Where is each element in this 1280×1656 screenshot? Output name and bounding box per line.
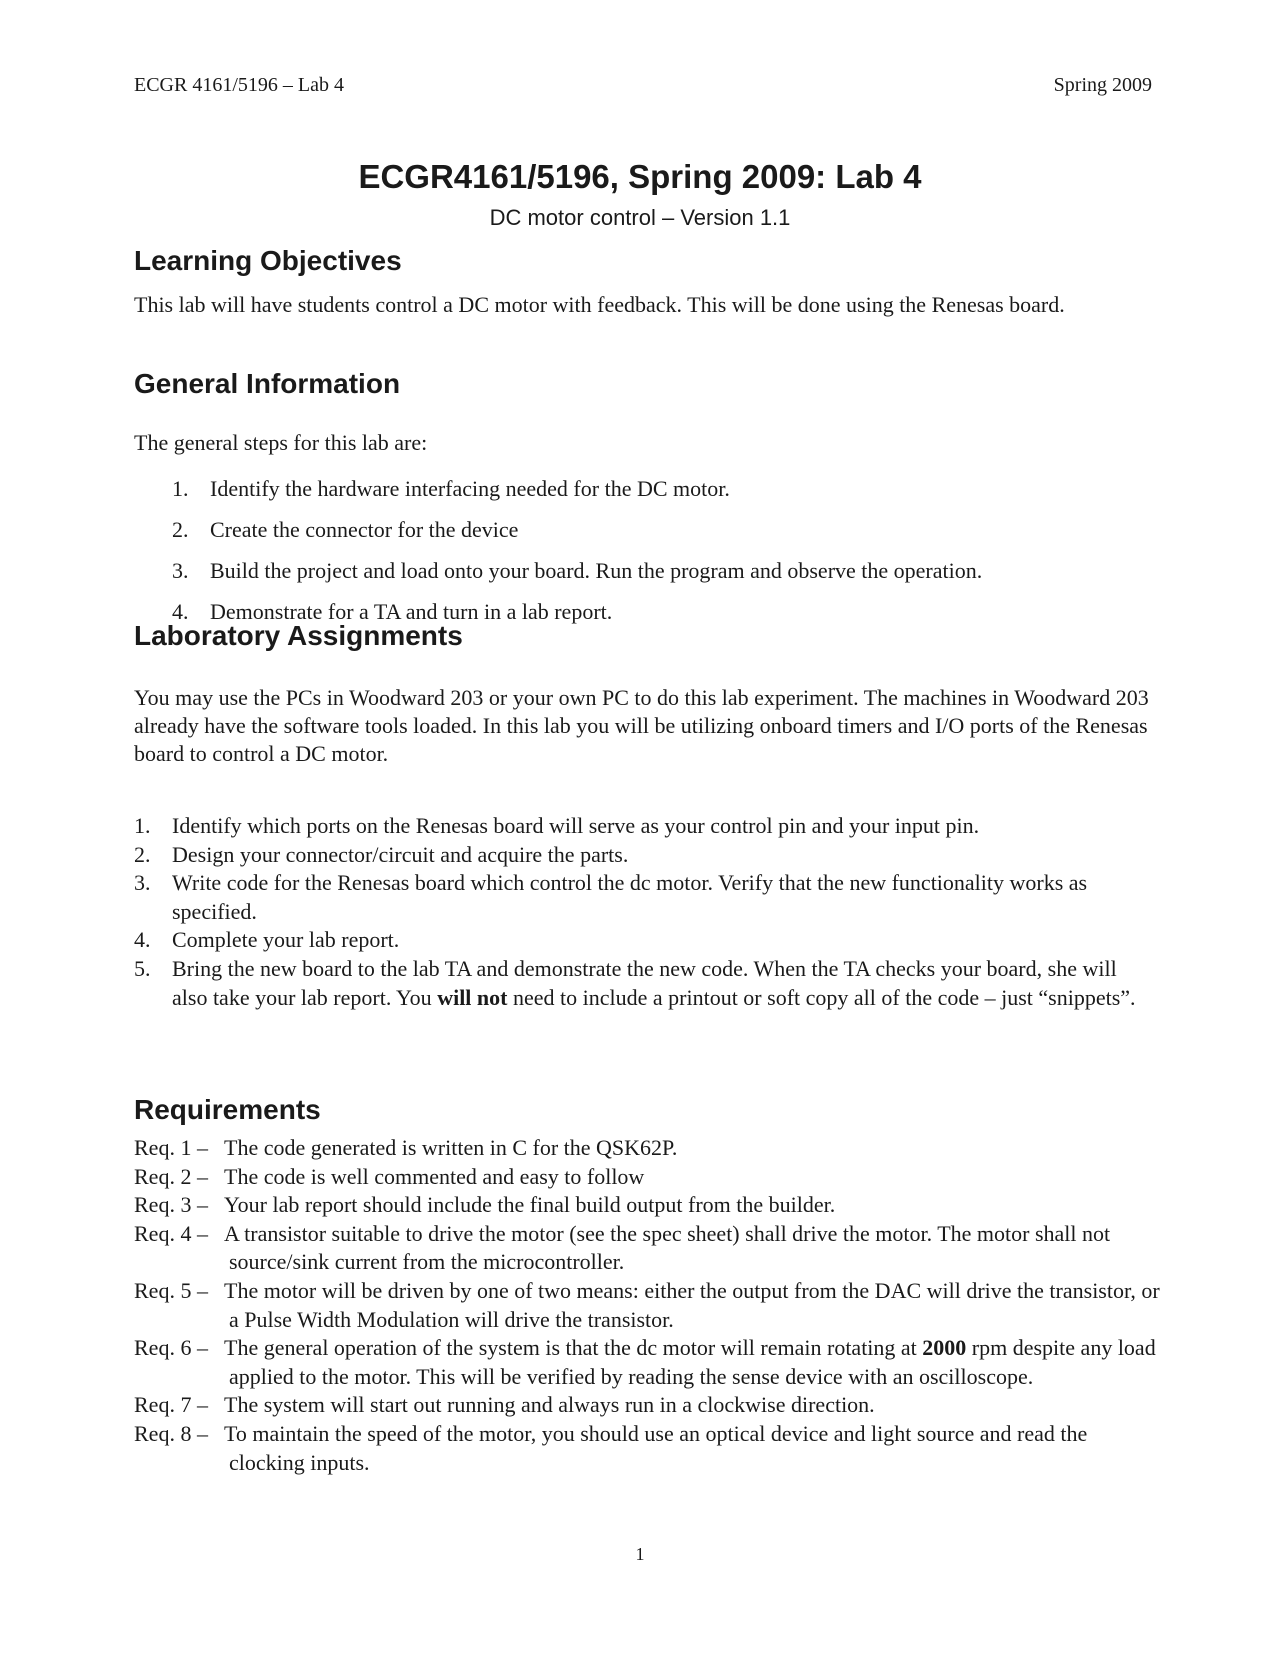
list-item: [134, 869, 1154, 926]
req-text: To maintain the speed of the motor, you should use an optical device and light source and read the clocking inputs.: [224, 1420, 1088, 1475]
req-text: The code is well commented and easy to follow: [224, 1163, 645, 1189]
list-item: [134, 1334, 1164, 1391]
assignment-tasks-list: [134, 812, 1154, 1012]
list-item: [134, 926, 1154, 955]
list-item: [134, 1163, 1164, 1192]
task-number: 3.: [134, 870, 151, 896]
general-steps-list: [134, 475, 1154, 639]
req-label: Req. 2 –: [134, 1163, 208, 1189]
step-text: Identify the hardware interfacing needed for the DC motor.: [210, 476, 730, 501]
task-number: 2.: [134, 841, 151, 867]
req-text: The system will start out running and always run in a clockwise direction.: [224, 1392, 875, 1418]
header-semester: Spring 2009: [1053, 74, 1152, 96]
task-text: [172, 956, 1136, 1010]
req-label: Req. 6 –: [134, 1335, 208, 1361]
task-text-bold: will not: [437, 984, 508, 1010]
step-text: Build the project and load onto your board. Run the program and observe the operation.: [210, 558, 983, 583]
req-text-bold: 2000: [922, 1335, 967, 1361]
list-item: [134, 1134, 1164, 1163]
list-item: [134, 1420, 1164, 1477]
list-item: [134, 812, 1154, 841]
list-item: [134, 516, 1154, 557]
req-text: The motor will be driven by one of two means: either the output from the DAC will drive the transistor, or a Pulse Width Modulation will drive the transistor.: [224, 1277, 1160, 1332]
list-item: [134, 1277, 1164, 1334]
req-label: Req. 1 –: [134, 1135, 208, 1160]
req-text: The code generated is written in C for the QSK62P.: [224, 1135, 678, 1160]
task-text: Identify which ports on the Renesas board will serve as your control pin and your input pin.: [172, 813, 980, 838]
step-number: 2.: [172, 517, 189, 542]
req-label: Req. 8 –: [134, 1420, 208, 1446]
req-label: Req. 4 –: [134, 1220, 208, 1246]
task-text-post: need to include a printout or soft copy all of the code – just “snippets”.: [507, 984, 1136, 1010]
list-item: [134, 841, 1154, 870]
req-label: Req. 7 –: [134, 1392, 208, 1418]
task-text: Write code for the Renesas board which control the dc motor. Verify that the new functionality works as specified.: [172, 870, 1088, 924]
req-text: Your lab report should include the final build output from the builder.: [224, 1192, 836, 1218]
task-number: 4.: [134, 927, 151, 953]
req-text-post: rpm despite any load applied to the motor. This will be verified by reading the sense device with an oscilloscope.: [229, 1335, 1156, 1389]
laboratory-assignments-heading: Laboratory Assignments: [134, 620, 463, 651]
list-item: [134, 1391, 1164, 1420]
task-text: Complete your lab report.: [172, 927, 400, 953]
step-text: Create the connector for the device: [210, 517, 519, 542]
list-item: [134, 557, 1154, 598]
learning-objectives-text: This lab will have students control a DC motor with feedback. This will be done using the Renesas board.: [134, 292, 1065, 317]
page-number: 1: [635, 1544, 645, 1564]
list-item: [134, 475, 1154, 516]
task-number: 5.: [134, 955, 151, 981]
list-item: [134, 955, 1154, 1012]
requirements-list: [134, 1134, 1164, 1477]
req-text: [224, 1334, 1164, 1391]
task-text: Design your connector/circuit and acquire the parts.: [172, 841, 629, 867]
step-number: 1.: [172, 476, 189, 501]
req-label: Req. 5 –: [134, 1277, 208, 1303]
learning-objectives-heading: Learning Objectives: [134, 245, 402, 276]
task-number: 1.: [134, 813, 151, 838]
page-title: ECGR4161/5196, Spring 2009: Lab 4: [358, 158, 922, 195]
task-text-pre: Bring the new board to the lab TA and demonstrate the new code. When the TA checks your board, she will also take your lab report. You: [172, 955, 1117, 1010]
requirements-heading: Requirements: [134, 1094, 321, 1125]
laboratory-assignments-intro: You may use the PCs in Woodward 203 or your own PC to do this lab experiment. The machines in Woodward 203 already have the software tools loaded. In this lab you will be utilizing onboard timers and I/O ports of the Renesas board to control a DC motor.: [134, 685, 1149, 766]
page-subtitle: DC motor control – Version 1.1: [489, 205, 791, 230]
step-number: 3.: [172, 558, 189, 583]
list-item: [134, 1220, 1164, 1277]
header-course: ECGR 4161/5196 – Lab 4: [134, 74, 344, 96]
list-item: [134, 1191, 1164, 1220]
req-text-pre: The general operation of the system is that the dc motor will remain rotating at: [224, 1335, 923, 1361]
step-number: 4.: [172, 599, 189, 624]
general-information-intro: The general steps for this lab are:: [134, 430, 428, 455]
general-information-heading: General Information: [134, 368, 401, 399]
req-label: Req. 3 –: [134, 1192, 208, 1218]
step-text: Demonstrate for a TA and turn in a lab report.: [210, 599, 613, 624]
req-text: A transistor suitable to drive the motor (see the spec sheet) shall drive the motor. The motor shall not source/sink current from the microcontroller.: [224, 1220, 1111, 1275]
